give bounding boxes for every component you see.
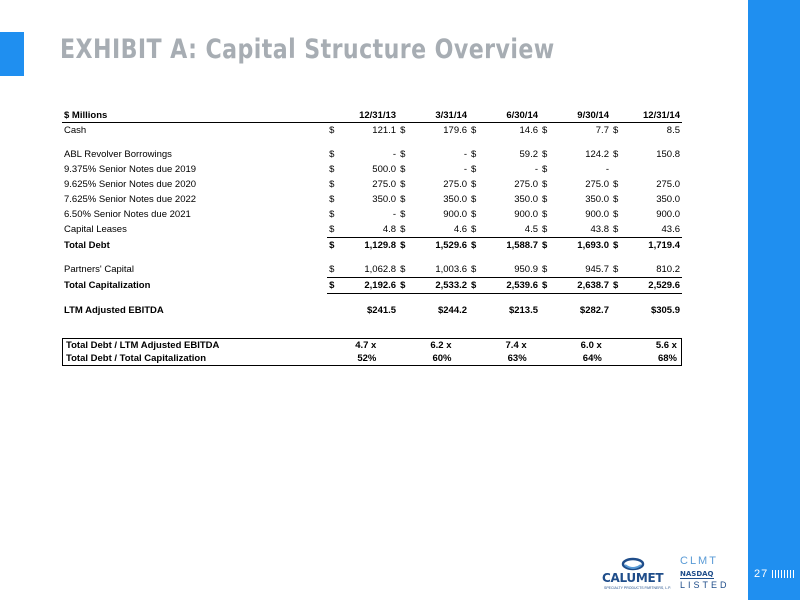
- table-row-total_debt: [62, 238, 682, 254]
- currency-symbol: $: [329, 209, 335, 220]
- currency-symbol: $: [612, 125, 619, 136]
- cell-value: 900.0: [443, 209, 468, 220]
- currency-symbol: $: [612, 264, 619, 275]
- ratio-value: 63%: [507, 353, 527, 364]
- currency-symbol: $: [612, 149, 619, 160]
- cell-value: $282.7: [579, 305, 609, 316]
- spacer-row: [62, 138, 682, 147]
- cell-value: $241.5: [367, 305, 397, 316]
- cell-value: 2,539.6: [488, 278, 540, 294]
- currency-symbol: $: [542, 149, 548, 160]
- currency-symbol: $: [471, 125, 477, 136]
- cell-value: $213.5: [508, 305, 539, 316]
- cell-value: 275.0: [372, 179, 397, 190]
- ratio-value: 4.7 x: [355, 340, 377, 351]
- currency-symbol: $: [471, 164, 477, 175]
- currency-symbol: $: [612, 224, 619, 235]
- header-spacer: [611, 108, 630, 123]
- table-row-notes2020: [62, 177, 682, 192]
- cell-value: 179.6: [443, 125, 468, 136]
- currency-symbol: $: [612, 194, 619, 205]
- currency-symbol: $: [542, 264, 548, 275]
- currency-symbol: $: [542, 179, 548, 190]
- currency-symbol: $: [400, 224, 406, 235]
- company-subtitle: SPECIALTY PRODUCTS PARTNERS, L.P.: [604, 586, 671, 590]
- currency-symbol: $: [612, 179, 619, 190]
- cell-value: 1,129.8: [346, 238, 398, 254]
- cell-value: 350.0: [372, 194, 397, 205]
- cell-value: 1,003.6: [435, 264, 468, 275]
- cell-value: 275.0: [443, 179, 468, 190]
- table-row-notes2019: [62, 162, 682, 177]
- ratio-row: [63, 339, 681, 352]
- header-spacer: [469, 108, 488, 123]
- currency-symbol: $: [540, 278, 559, 294]
- table-row-partners: [62, 262, 682, 278]
- ratio-value: 5.6 x: [655, 340, 677, 351]
- cell-value: 4.8: [382, 224, 397, 235]
- cell-value: [630, 162, 682, 177]
- table-row-ebitda: [62, 303, 682, 318]
- period-header: 9/30/14: [559, 108, 611, 123]
- cell-value: $244.2: [437, 305, 468, 316]
- row-label: LTM Adjusted EBITDA: [64, 305, 164, 316]
- currency-symbol: $: [329, 224, 335, 235]
- cell-value: -: [392, 149, 397, 160]
- cell-value: 121.1: [372, 125, 397, 136]
- header-spacer: [327, 108, 346, 123]
- cell-value: -: [463, 164, 468, 175]
- page-tick-marks: [772, 570, 796, 578]
- cell-value: 124.2: [585, 149, 609, 160]
- ratio-label: Total Debt / LTM Adjusted EBITDA: [66, 340, 220, 351]
- cell-value: 2,529.6: [630, 278, 682, 294]
- ratio-value: 52%: [357, 353, 377, 364]
- ratio-value: 68%: [657, 353, 677, 364]
- currency-symbol: $: [329, 164, 335, 175]
- cell-value: 350.0: [656, 194, 680, 205]
- currency-symbol: $: [471, 264, 477, 275]
- period-header: 12/31/14: [630, 108, 682, 123]
- listed-label: LISTED: [680, 580, 730, 590]
- cell-value: 1,062.8: [364, 264, 397, 275]
- currency-symbol: $: [400, 179, 406, 190]
- cell-value: 900.0: [656, 209, 680, 220]
- row-label: Partners' Capital: [64, 264, 134, 276]
- table-row-leases: [62, 222, 682, 238]
- cell-value: 350.0: [514, 194, 539, 205]
- currency-symbol: $: [611, 278, 630, 294]
- cell-value: 43.8: [590, 224, 609, 235]
- page-title: EXHIBIT A: Capital Structure Overview: [60, 34, 555, 65]
- currency-symbol: $: [471, 194, 477, 205]
- currency-symbol: [611, 162, 630, 177]
- cell-value: 14.6: [519, 125, 539, 136]
- currency-symbol: $: [400, 164, 406, 175]
- table-row-abl: [62, 147, 682, 162]
- cell-value: 2,533.2: [417, 278, 469, 294]
- right-accent-bar: [748, 0, 800, 600]
- currency-symbol: $: [400, 209, 406, 220]
- currency-symbol: $: [471, 149, 477, 160]
- row-label: 7.625% Senior Notes due 2022: [64, 194, 197, 205]
- cell-value: 2,192.6: [346, 278, 398, 294]
- spacer-row: [62, 294, 682, 304]
- ratio-value: 6.2 x: [430, 340, 452, 351]
- currency-symbol: $: [471, 224, 477, 235]
- currency-symbol: $: [469, 238, 488, 254]
- currency-symbol: $: [329, 179, 335, 190]
- cell-value: 2,638.7: [559, 278, 611, 294]
- ratio-box: [62, 338, 682, 366]
- exchange-name: NASDAQ: [680, 570, 714, 578]
- cell-value: 945.7: [585, 264, 609, 275]
- capital-structure-table: [62, 108, 682, 318]
- currency-symbol: $: [329, 264, 335, 275]
- currency-symbol: $: [400, 125, 406, 136]
- row-label: Cash: [64, 125, 87, 136]
- table-row-notes2021: [62, 207, 682, 222]
- cell-value: 900.0: [585, 209, 609, 220]
- currency-symbol: $: [329, 149, 335, 160]
- currency-symbol: $: [400, 194, 406, 205]
- ratio-value: 64%: [582, 353, 602, 364]
- currency-symbol: $: [542, 209, 548, 220]
- cell-value: 950.9: [514, 264, 539, 275]
- row-label: 9.625% Senior Notes due 2020: [64, 179, 197, 190]
- cell-value: 1,693.0: [559, 238, 611, 254]
- currency-symbol: $: [542, 194, 548, 205]
- table-row-cash: [62, 123, 682, 139]
- row-label: ABL Revolver Borrowings: [64, 149, 172, 160]
- period-header: 6/30/14: [488, 108, 540, 123]
- ratio-row: [63, 352, 681, 365]
- row-label: Total Capitalization: [64, 280, 151, 291]
- cell-value: -: [534, 164, 539, 175]
- cell-value: 1,588.7: [488, 238, 540, 254]
- row-label: 9.375% Senior Notes due 2019: [64, 164, 197, 175]
- period-header: 3/31/14: [417, 108, 469, 123]
- currency-symbol: $: [469, 278, 488, 294]
- cell-value: 350.0: [443, 194, 468, 205]
- cell-value: -: [392, 209, 397, 220]
- page-number: 27: [754, 568, 769, 580]
- table-row-notes2022: [62, 192, 682, 207]
- currency-symbol: $: [540, 238, 559, 254]
- currency-symbol: $: [327, 238, 346, 254]
- unit-label: $ Millions: [62, 108, 327, 123]
- cell-value: 350.0: [585, 194, 609, 205]
- cell-value: 59.2: [519, 149, 539, 160]
- table-row-total_cap: [62, 278, 682, 294]
- currency-symbol: $: [329, 125, 335, 136]
- cell-value: 150.8: [656, 149, 680, 160]
- left-accent-bar: [0, 32, 24, 76]
- period-header: 12/31/13: [346, 108, 398, 123]
- company-name: CALUMET: [602, 571, 664, 585]
- cell-value: 900.0: [514, 209, 539, 220]
- cell-value: 500.0: [372, 164, 397, 175]
- currency-symbol: $: [329, 194, 335, 205]
- currency-symbol: $: [542, 164, 548, 175]
- header-spacer: [540, 108, 559, 123]
- header-spacer: [398, 108, 417, 123]
- currency-symbol: $: [542, 224, 548, 235]
- ratio-label: Total Debt / Total Capitalization: [66, 353, 207, 364]
- ratio-value: 60%: [432, 353, 452, 364]
- currency-symbol: $: [471, 179, 477, 190]
- currency-symbol: $: [471, 209, 477, 220]
- cell-value: 275.0: [585, 179, 609, 190]
- currency-symbol: $: [400, 149, 406, 160]
- currency-symbol: $: [542, 125, 548, 136]
- cell-value: $305.9: [650, 305, 680, 316]
- currency-symbol: $: [398, 278, 417, 294]
- ratio-value: 6.0 x: [580, 340, 602, 351]
- row-label: Capital Leases: [64, 224, 127, 236]
- currency-symbol: $: [400, 264, 406, 275]
- currency-symbol: $: [398, 238, 417, 254]
- cell-value: 7.7: [595, 125, 609, 136]
- cell-value: 8.5: [666, 125, 680, 136]
- ratio-value: 7.4 x: [505, 340, 527, 351]
- cell-value: 4.6: [453, 224, 468, 235]
- cell-value: 810.2: [656, 264, 680, 275]
- row-label: 6.50% Senior Notes due 2021: [64, 209, 191, 220]
- currency-symbol: $: [611, 238, 630, 254]
- cell-value: 275.0: [656, 179, 680, 190]
- row-label: Total Debt: [64, 239, 110, 251]
- ticker-symbol: CLMT: [680, 555, 718, 567]
- spacer-row: [62, 253, 682, 262]
- cell-value: -: [463, 149, 468, 160]
- cell-value: -: [605, 164, 609, 175]
- cell-value: 1,719.4: [630, 238, 682, 254]
- cell-value: 4.5: [524, 224, 539, 235]
- cell-value: 1,529.6: [417, 238, 469, 254]
- currency-symbol: $: [327, 278, 346, 294]
- cell-value: 43.6: [661, 224, 680, 235]
- currency-symbol: $: [612, 209, 619, 220]
- cell-value: 275.0: [514, 179, 539, 190]
- table-header-row: [62, 108, 682, 123]
